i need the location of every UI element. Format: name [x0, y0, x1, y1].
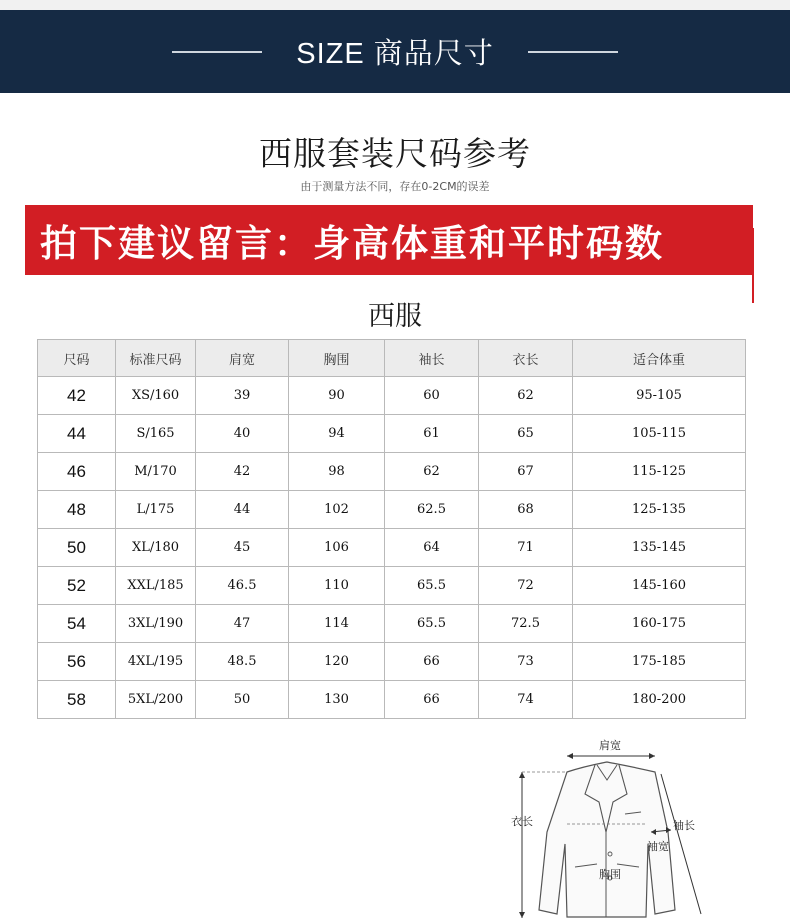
table-cell: 44	[38, 415, 116, 453]
table-cell: 42	[38, 377, 116, 415]
label-sleeve-width: 袖宽	[647, 840, 669, 853]
table-cell: 130	[289, 681, 385, 719]
table-cell: 74	[479, 681, 573, 719]
table-row	[38, 453, 746, 491]
col-header: 尺码	[38, 340, 116, 377]
label-chest: 胸围	[599, 868, 621, 881]
table-cell: 56	[38, 643, 116, 681]
table-cell: 65.5	[385, 567, 479, 605]
size-table	[37, 339, 746, 719]
table-cell: 105-115	[573, 415, 746, 453]
col-header: 胸围	[289, 340, 385, 377]
table-row	[38, 605, 746, 643]
table-cell: 68	[479, 491, 573, 529]
page-title: 西服套装尺码参考	[259, 134, 531, 173]
table-cell: 106	[289, 529, 385, 567]
table-header-row	[38, 340, 746, 377]
col-header: 袖长	[385, 340, 479, 377]
table-cell: 110	[289, 567, 385, 605]
table-cell: L/175	[116, 491, 196, 529]
table-cell: 58	[38, 681, 116, 719]
table-cell: 90	[289, 377, 385, 415]
col-header: 衣长	[479, 340, 573, 377]
order-note-banner: 拍下建议留言：身高体重和平时码数	[25, 205, 753, 275]
table-cell: 72	[479, 567, 573, 605]
table-cell: 40	[196, 415, 289, 453]
table-cell: 180-200	[573, 681, 746, 719]
table-cell: 60	[385, 377, 479, 415]
table-cell: 45	[196, 529, 289, 567]
col-header: 标准尺码	[116, 340, 196, 377]
table-row	[38, 377, 746, 415]
table-cell: 145-160	[573, 567, 746, 605]
table-cell: 42	[196, 453, 289, 491]
table-cell: 120	[289, 643, 385, 681]
measurement-note: 由于测量方法不同，存在0-2CM的误差	[300, 180, 490, 193]
table-cell: 46	[38, 453, 116, 491]
table-cell: 102	[289, 491, 385, 529]
table-row	[38, 415, 746, 453]
table-cell: XS/160	[116, 377, 196, 415]
table-cell: 66	[385, 681, 479, 719]
table-cell: 47	[196, 605, 289, 643]
table-cell: 64	[385, 529, 479, 567]
label-length: 衣长	[511, 815, 533, 828]
table-row	[38, 681, 746, 719]
table-cell: 71	[479, 529, 573, 567]
table-cell: M/170	[116, 453, 196, 491]
table-cell: 3XL/190	[116, 605, 196, 643]
table-cell: 98	[289, 453, 385, 491]
table-cell: 62.5	[385, 491, 479, 529]
table-cell: 125-135	[573, 491, 746, 529]
col-header: 肩宽	[196, 340, 289, 377]
table-row	[38, 529, 746, 567]
table-cell: 61	[385, 415, 479, 453]
table-cell: 72.5	[479, 605, 573, 643]
red-accent-line	[752, 228, 754, 303]
table-cell: 114	[289, 605, 385, 643]
table-cell: 73	[479, 643, 573, 681]
banner-title: SIZE 商品尺寸	[296, 38, 494, 70]
table-cell: 48.5	[196, 643, 289, 681]
table-cell: 65.5	[385, 605, 479, 643]
table-cell: 66	[385, 643, 479, 681]
table-cell: XXL/185	[116, 567, 196, 605]
table-cell: S/165	[116, 415, 196, 453]
table-cell: 160-175	[573, 605, 746, 643]
table-cell: 44	[196, 491, 289, 529]
table-cell: 50	[196, 681, 289, 719]
table-row	[38, 643, 746, 681]
table-cell: 62	[385, 453, 479, 491]
size-banner	[0, 10, 790, 93]
table-cell: 175-185	[573, 643, 746, 681]
top-strip	[0, 0, 790, 10]
suit-sketch	[505, 732, 720, 922]
banner-line-right	[528, 51, 618, 53]
table-cell: 39	[196, 377, 289, 415]
table-cell: 50	[38, 529, 116, 567]
table-title: 西服	[368, 301, 422, 332]
table-cell: 46.5	[196, 567, 289, 605]
table-cell: 4XL/195	[116, 643, 196, 681]
col-header: 适合体重	[573, 340, 746, 377]
table-row	[38, 491, 746, 529]
table-cell: 65	[479, 415, 573, 453]
table-cell: 5XL/200	[116, 681, 196, 719]
table-cell: 48	[38, 491, 116, 529]
label-shoulder: 肩宽	[599, 739, 621, 752]
table-cell: 135-145	[573, 529, 746, 567]
table-cell: 115-125	[573, 453, 746, 491]
table-cell: 95-105	[573, 377, 746, 415]
table-cell: 62	[479, 377, 573, 415]
table-cell: 94	[289, 415, 385, 453]
table-cell: 52	[38, 567, 116, 605]
table-cell: 54	[38, 605, 116, 643]
table-cell: 67	[479, 453, 573, 491]
table-row	[38, 567, 746, 605]
banner-line-left	[172, 51, 262, 53]
suit-measure-diagram	[505, 732, 720, 922]
label-sleeve-length: 袖长	[673, 819, 695, 832]
table-cell: XL/180	[116, 529, 196, 567]
